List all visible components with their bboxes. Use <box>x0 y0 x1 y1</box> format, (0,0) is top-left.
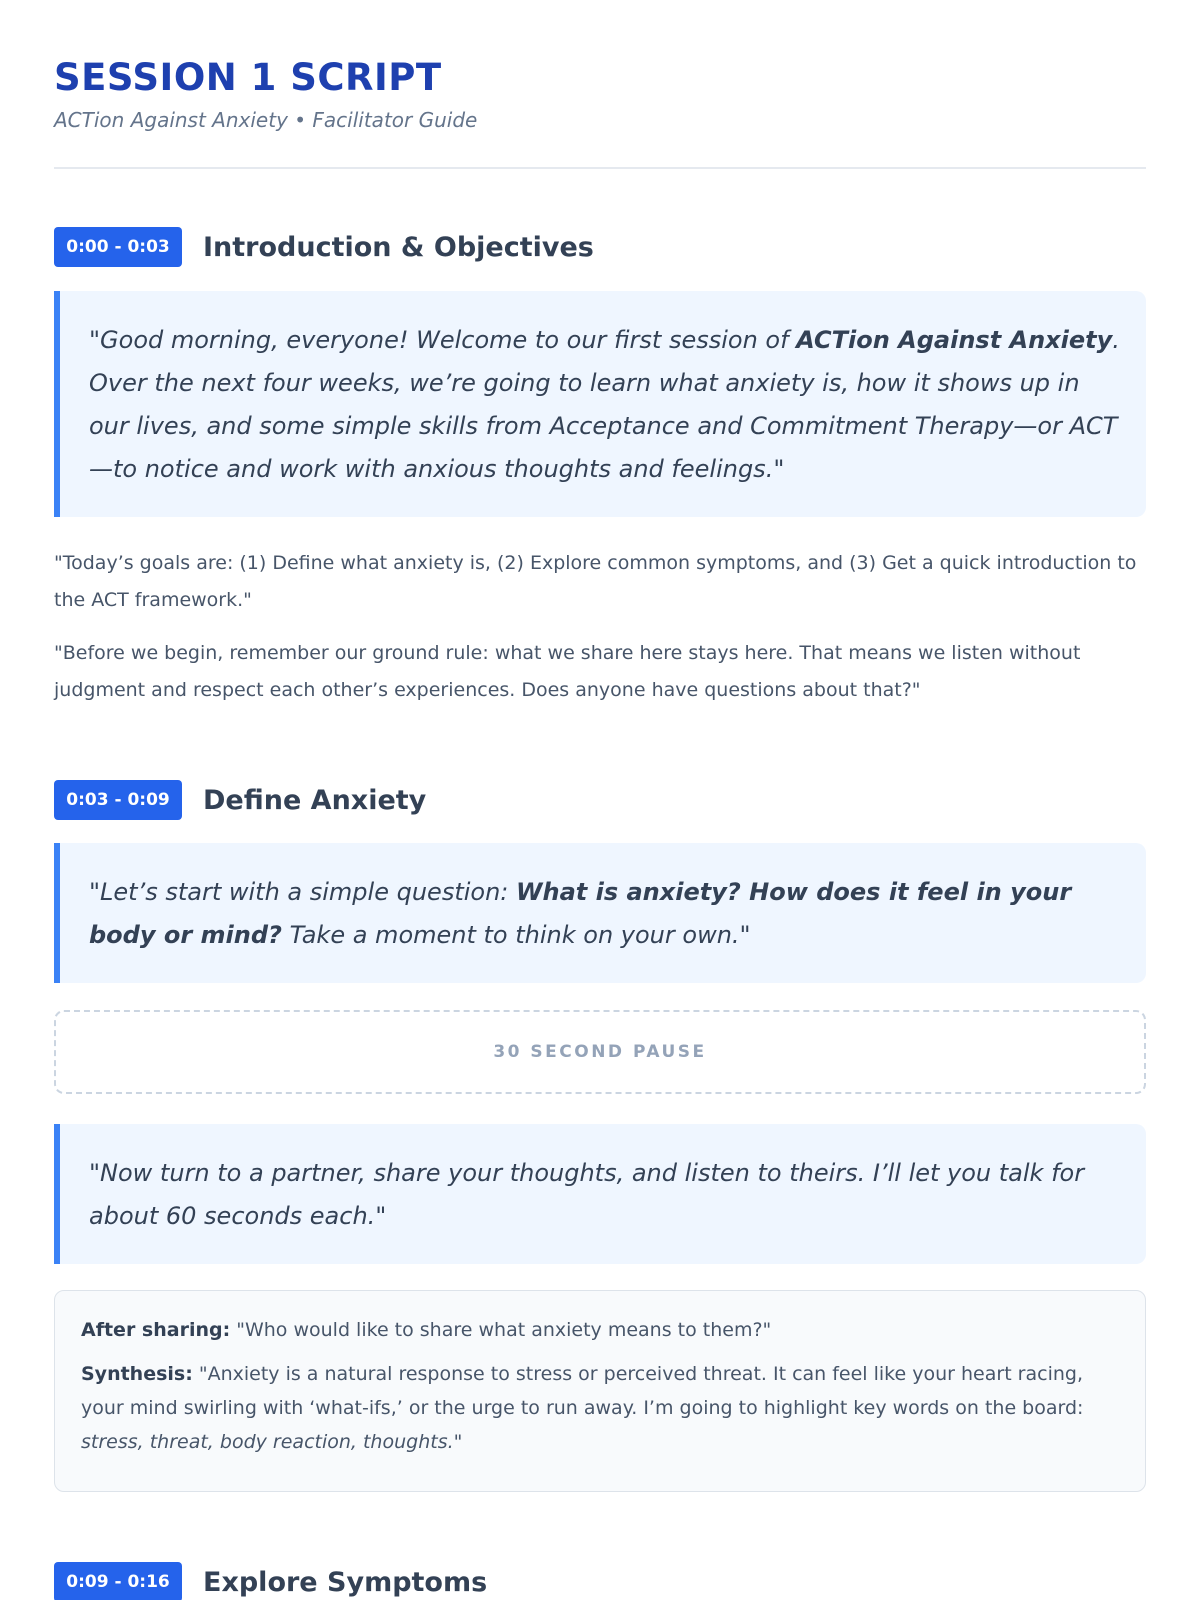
quote-text: . Over the next four weeks, we’re going to learn what anxiety is, how it shows up in our lives, and some simple skills from Acceptance and Commitment Therapy—or ACT—to notice and work with anxious thoughts and feelings." <box>89 326 1120 483</box>
pause-indicator: 30 SECOND PAUSE <box>54 1010 1146 1094</box>
script-quote-question <box>54 843 1146 983</box>
section-title: Define Anxiety <box>203 784 427 816</box>
section-header-define-anxiety <box>54 780 426 820</box>
page-title: SESSION 1 SCRIPT <box>54 56 442 99</box>
quote-text: Take a moment to think on your own." <box>281 921 751 949</box>
quote-text: "Let’s start with a simple question: <box>89 878 517 906</box>
header-divider <box>54 167 1146 169</box>
section-header-introduction <box>54 227 594 267</box>
script-paragraph-goals: "Today’s goals are: (1) Define what anxiety is, (2) Explore common symptoms, and (3) Get a quick introduction to the ACT framework." <box>54 552 1137 611</box>
time-badge: 0:09 - 0:16 <box>54 1562 182 1600</box>
page-subtitle: ACTion Against Anxiety • Facilitator Guide <box>54 108 478 132</box>
key-words: stress, threat, body reaction, thoughts. <box>81 1431 454 1453</box>
note-label: After sharing: <box>81 1319 231 1341</box>
section-title: Introduction & Objectives <box>203 231 594 263</box>
note-label: Synthesis: <box>81 1363 193 1385</box>
note-text: "Anxiety is a natural response to stress or perceived threat. It can feel like your heart racing, your mind swirling with ‘what-ifs,’ or the urge to run away. I’m going to highlight key words on the board: <box>81 1363 1084 1419</box>
note-after-sharing <box>81 1313 1119 1347</box>
time-badge: 0:00 - 0:03 <box>54 227 182 267</box>
program-name: ACTion Against Anxiety <box>796 326 1113 354</box>
script-paragraph-ground-rule: "Before we begin, remember our ground rule: what we share here stays here. That means we listen without judgment and respect each other’s experiences. Does anyone have questions about that?" <box>54 642 1081 701</box>
note-text: " <box>453 1431 463 1453</box>
key-question: What is anxiety? How does it feel in your body or mind? <box>89 878 1072 949</box>
quote-text: "Good morning, everyone! Welcome to our first session of <box>89 326 797 354</box>
section-title: Explore Symptoms <box>203 1566 488 1598</box>
section-header-explore-symptoms <box>54 1562 487 1600</box>
note-text: "Who would like to share what anxiety means to them?" <box>230 1319 772 1341</box>
script-quote-partner: "Now turn to a partner, share your thoughts, and listen to theirs. I’ll let you talk for about 60 seconds each." <box>54 1124 1146 1264</box>
time-badge: 0:03 - 0:09 <box>54 780 182 820</box>
note-synthesis <box>81 1357 1119 1459</box>
script-quote-welcome <box>54 291 1146 517</box>
facilitator-note <box>54 1290 1146 1492</box>
